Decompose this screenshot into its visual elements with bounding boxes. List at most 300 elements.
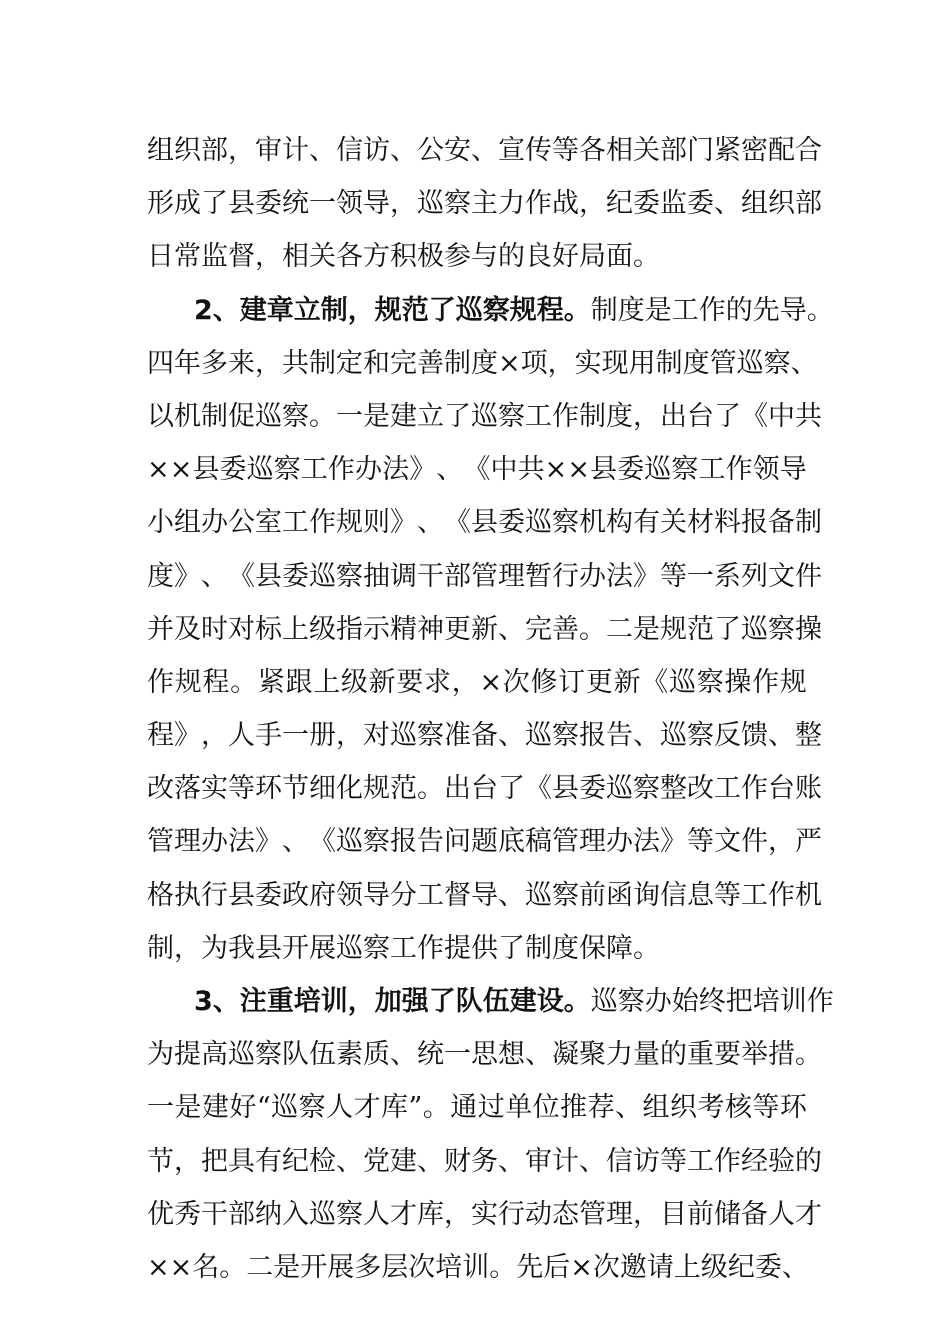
text-char: 订 <box>558 666 586 698</box>
text-char: 函 <box>606 879 633 911</box>
text-char: 县 <box>228 188 255 220</box>
text-char: 料 <box>714 507 741 539</box>
text-char: 才 <box>390 1198 417 1230</box>
text-char: 、 <box>282 826 309 858</box>
text-char: 伍 <box>309 1039 336 1071</box>
text-char: 和 <box>363 347 390 379</box>
text-char: 访 <box>633 1145 660 1177</box>
text-char: 巡 <box>309 560 336 592</box>
text-char: 系 <box>714 560 741 592</box>
text-line <box>147 603 822 656</box>
text-char: 县 <box>552 773 579 805</box>
text-char: 的 <box>795 1145 822 1177</box>
text-char: 察 <box>336 1198 363 1230</box>
text-char: 紧 <box>257 666 285 698</box>
text-char: 等 <box>660 560 687 592</box>
text-char: 并 <box>147 613 174 645</box>
text-char: 才 <box>353 1092 381 1124</box>
text-char: 管 <box>552 826 579 858</box>
text-char: 制 <box>444 347 471 379</box>
text-char: 领 <box>336 188 363 220</box>
text-char: 》 <box>255 826 282 858</box>
text-char: 等 <box>714 879 741 911</box>
text-char: 位 <box>532 1092 560 1124</box>
text-char: 委 <box>754 1251 782 1283</box>
text-char: 作 <box>309 507 336 539</box>
text-char: 府 <box>309 879 336 911</box>
text-line <box>147 1028 822 1081</box>
text-char: 纪 <box>282 1145 309 1177</box>
text-char: 实 <box>201 773 228 805</box>
text-char: 人 <box>768 1198 795 1230</box>
text-char: 办 <box>201 826 228 858</box>
text-char: 法 <box>382 454 410 486</box>
text-char: 等 <box>228 773 255 805</box>
text-char: 量 <box>633 1039 660 1071</box>
text-char: 件 <box>741 826 768 858</box>
text-char: 要 <box>714 1039 741 1071</box>
text-char: 库 <box>417 1198 444 1230</box>
text-char: 。 <box>309 400 336 432</box>
text-char: 件 <box>795 560 822 592</box>
text-char: 、 <box>498 720 525 752</box>
text-char: 室 <box>255 507 282 539</box>
text-char: 一 <box>444 1039 471 1071</box>
text-char: 作 <box>147 666 174 698</box>
text-char: 改 <box>687 773 714 805</box>
text-char: 荐 <box>587 1092 615 1124</box>
text-char: 名 <box>192 1251 220 1283</box>
text-char: 出 <box>444 773 471 805</box>
text-char: 、 <box>309 135 336 166</box>
text-char: 展 <box>327 1251 355 1283</box>
text-char: 备 <box>471 720 498 752</box>
text-char: 干 <box>201 1198 228 1230</box>
text-char: × <box>147 1251 170 1283</box>
text-line <box>147 443 807 496</box>
text-char: 工 <box>714 773 741 805</box>
text-char: 多 <box>201 347 228 379</box>
text-char: 察 <box>552 720 579 752</box>
text-char: 想 <box>498 1039 525 1071</box>
text-char: ， <box>390 188 417 220</box>
text-line <box>147 762 822 815</box>
text-char: 台 <box>768 773 795 805</box>
text-char: 。 <box>422 1092 450 1124</box>
text-char: 台 <box>687 400 714 432</box>
text-char: 是 <box>363 400 390 432</box>
text-char: 巡 <box>525 720 552 752</box>
text-char: 巡 <box>644 454 672 486</box>
text-char: 县 <box>192 454 220 486</box>
text-char: × <box>567 454 590 486</box>
text-char: 指 <box>336 613 363 645</box>
text-char: 落 <box>174 773 201 805</box>
text-char: 素 <box>336 1039 363 1071</box>
section-heading-line <box>147 284 834 337</box>
text-char: ” <box>408 1092 423 1124</box>
text-char: 程 <box>147 720 174 752</box>
text-char: 规 <box>363 773 390 805</box>
text-char: 作 <box>552 400 579 432</box>
text-char: 》 <box>174 560 201 592</box>
text-char: 纪 <box>727 1251 755 1283</box>
text-char: 、 <box>525 1039 552 1071</box>
text-char: 建 <box>390 1145 417 1177</box>
text-char: 报 <box>579 720 606 752</box>
text-char: 审 <box>525 1145 552 1177</box>
text-char: 各 <box>579 135 606 166</box>
text-char: 织 <box>174 135 201 166</box>
text-line <box>147 1241 807 1294</box>
text-char: 改 <box>147 773 174 805</box>
text-char: 作 <box>768 879 795 911</box>
text-char: 开 <box>300 1251 328 1283</box>
text-char: ， <box>451 666 479 698</box>
text-char: 计 <box>282 135 309 166</box>
text-char: 》 <box>633 560 660 592</box>
text-char: 机 <box>174 400 201 432</box>
text-char: 巡 <box>741 613 768 645</box>
text-char: 委 <box>633 188 660 220</box>
text-char: 有 <box>633 507 660 539</box>
text-char: 纳 <box>255 1198 282 1230</box>
text-char: 立 <box>417 400 444 432</box>
text-char: 验 <box>768 1145 795 1177</box>
text-char: 上 <box>313 666 341 698</box>
text-char: 、 <box>498 613 525 645</box>
text-char: 察 <box>255 1039 282 1071</box>
text-char: 实 <box>574 347 602 379</box>
text-char: 共 <box>282 347 309 379</box>
text-char: 了 <box>444 400 471 432</box>
text-char: 察 <box>498 400 525 432</box>
text-char: 统 <box>417 1039 444 1071</box>
text-char: 优 <box>147 1198 174 1230</box>
text-char: 委 <box>282 560 309 592</box>
text-char: 完 <box>525 613 552 645</box>
text-char: ， <box>547 347 575 379</box>
text-char: 级 <box>700 1251 728 1283</box>
text-char: 信 <box>606 1145 633 1177</box>
text-char: 形 <box>147 188 174 220</box>
text-char: 。 <box>489 1251 517 1283</box>
text-char: × <box>479 666 503 698</box>
text-char: 把 <box>201 1145 228 1177</box>
text-char: 公 <box>228 507 255 539</box>
text-char: 对 <box>228 613 255 645</box>
text-char: 察 <box>417 720 444 752</box>
text-char: 邀 <box>619 1251 647 1283</box>
text-char: 标 <box>255 613 282 645</box>
text-char: 纪 <box>606 188 633 220</box>
text-char: 建 <box>201 1092 229 1124</box>
text-char: 巡 <box>736 347 764 379</box>
text-char: 列 <box>741 560 768 592</box>
text-char: 一 <box>282 720 309 752</box>
text-char: 请 <box>646 1251 674 1283</box>
text-char: 组 <box>642 1092 670 1124</box>
text-char: ， <box>174 1145 201 1177</box>
text-char: 馈 <box>741 720 768 752</box>
text-char: 行 <box>498 1198 525 1230</box>
text-line <box>147 709 822 762</box>
text-char: 级 <box>340 666 368 698</box>
text-char: 委 <box>219 454 247 486</box>
text-char: 手 <box>255 720 282 752</box>
text-char: × <box>498 347 521 379</box>
text-char: 更 <box>585 666 613 698</box>
text-line: 日常监督，相关各方积极参与的良好局面。 <box>147 241 660 273</box>
text-char: 册 <box>309 720 336 752</box>
text-char: 息 <box>687 879 714 911</box>
text-char: 考 <box>697 1092 725 1124</box>
text-char: 巡 <box>660 720 687 752</box>
text-char: 法 <box>606 560 633 592</box>
text-char: 计 <box>552 1145 579 1177</box>
text-char: 巡 <box>271 1092 299 1124</box>
text-char: 次 <box>502 666 530 698</box>
text-char: 委 <box>687 188 714 220</box>
text-char: 巡 <box>471 400 498 432</box>
text-char: 紧 <box>714 135 741 166</box>
text-char: 察 <box>273 454 301 486</box>
text-line <box>147 177 822 230</box>
text-char: 整 <box>795 720 822 752</box>
text-char: 巡 <box>309 1198 336 1230</box>
text-char: ， <box>633 400 660 432</box>
text-char: 管 <box>471 560 498 592</box>
text-char: 制 <box>579 400 606 432</box>
text-char: 后 <box>543 1251 571 1283</box>
text-char: 部 <box>660 135 687 166</box>
text-char: 及 <box>174 613 201 645</box>
text-char: 实 <box>471 1198 498 1230</box>
text-char: 定 <box>336 347 363 379</box>
text-char: 工 <box>741 879 768 911</box>
text-line <box>147 1135 822 1188</box>
text-char: 宣 <box>498 135 525 166</box>
text-char: 操 <box>724 666 752 698</box>
text-char: 人 <box>228 720 255 752</box>
text-char: 中 <box>768 400 795 432</box>
text-char: 规 <box>660 613 687 645</box>
text-char: ， <box>633 1198 660 1230</box>
text-char: 度 <box>606 400 633 432</box>
text-char: 重 <box>687 1039 714 1071</box>
text-char: 制 <box>795 507 822 539</box>
text-char: 暂 <box>525 560 552 592</box>
text-char: 、 <box>714 188 741 220</box>
text-char: 善 <box>552 613 579 645</box>
text-char: 二 <box>246 1251 274 1283</box>
text-char: 织 <box>768 188 795 220</box>
text-char: 促 <box>228 400 255 432</box>
text-char: 法 <box>228 826 255 858</box>
text-char: 。 <box>230 666 258 698</box>
text-char: 制 <box>309 347 336 379</box>
text-char: 人 <box>363 1198 390 1230</box>
text-char: 培 <box>435 1251 463 1283</box>
text-char: ， <box>336 720 363 752</box>
text-char: 察 <box>768 613 795 645</box>
text-char: 二 <box>606 613 633 645</box>
text-char: 配 <box>768 135 795 166</box>
text-char: 信 <box>336 135 363 166</box>
text-char: 主 <box>471 188 498 220</box>
text-char: ， <box>768 826 795 858</box>
text-char: 巡 <box>228 1039 255 1071</box>
text-char: 过 <box>477 1092 505 1124</box>
text-char: 巡 <box>668 666 696 698</box>
text-char: 度 <box>471 347 498 379</box>
text-char: 巡 <box>336 826 363 858</box>
text-char: 小 <box>147 507 174 539</box>
text-char: 中 <box>490 454 518 486</box>
text-char: 》 <box>409 454 437 486</box>
text-char: 财 <box>444 1145 471 1177</box>
text-char: 部 <box>444 560 471 592</box>
text-char: 级 <box>309 613 336 645</box>
text-char: 度 <box>147 560 174 592</box>
text-char: 制 <box>201 400 228 432</box>
text-char: 举 <box>741 1039 768 1071</box>
text-char: 善 <box>417 347 444 379</box>
text-line <box>147 1188 822 1241</box>
text-char: × <box>169 1251 193 1283</box>
text-char: 作 <box>741 773 768 805</box>
text-char: 一 <box>309 188 336 220</box>
text-char: 领 <box>752 454 780 486</box>
text-char: 材 <box>687 507 714 539</box>
text-char: 严 <box>795 826 822 858</box>
text-char: 多 <box>354 1251 382 1283</box>
text-char: 、 <box>417 507 444 539</box>
text-char: 稿 <box>525 826 552 858</box>
text-char: 好 <box>229 1092 257 1124</box>
text-line <box>147 550 822 603</box>
text-char: 工 <box>525 400 552 432</box>
text-char: 是 <box>174 1092 202 1124</box>
text-char: 《 <box>525 773 552 805</box>
text-char: 合 <box>795 135 822 166</box>
text-char: ， <box>579 188 606 220</box>
text-char: 巡 <box>255 400 282 432</box>
text-char: 库 <box>381 1092 409 1124</box>
text-char: 部 <box>228 1198 255 1230</box>
text-char: 来 <box>228 347 255 379</box>
text-char: 组 <box>741 188 768 220</box>
text-char: 、 <box>471 135 498 166</box>
text-char: 委 <box>579 773 606 805</box>
text-char: 巡 <box>417 188 444 220</box>
text-char: 告 <box>417 826 444 858</box>
text-char: 作 <box>327 454 355 486</box>
text-char: 告 <box>606 720 633 752</box>
text-char: 信 <box>660 879 687 911</box>
text-line: 巡察办始终把培训作 <box>590 986 834 1017</box>
text-char: 一 <box>336 400 363 432</box>
text-char: 察 <box>633 773 660 805</box>
text-char: 底 <box>498 826 525 858</box>
text-char: 巡 <box>390 720 417 752</box>
text-char: 、 <box>615 1092 643 1124</box>
text-char: 格 <box>147 879 174 911</box>
text-char: 规 <box>174 666 202 698</box>
text-char: 工 <box>282 507 309 539</box>
document-body <box>147 124 834 1294</box>
text-char: 通 <box>450 1092 478 1124</box>
text-char: 则 <box>363 507 390 539</box>
text-char: 机 <box>579 507 606 539</box>
text-char: 县 <box>471 507 498 539</box>
text-char: 审 <box>255 135 282 166</box>
text-char: 态 <box>552 1198 579 1230</box>
text-char: 、 <box>417 1145 444 1177</box>
text-char: 节 <box>147 1145 174 1177</box>
text-char: 规 <box>336 507 363 539</box>
text-char: 化 <box>336 773 363 805</box>
text-char: 关 <box>660 507 687 539</box>
text-char: 了 <box>498 773 525 805</box>
text-char: 程 <box>202 666 230 698</box>
text-char: 上 <box>282 613 309 645</box>
text-char: 、 <box>633 720 660 752</box>
text-char: × <box>570 1251 593 1283</box>
text-char: 县 <box>228 879 255 911</box>
text-char: 。 <box>417 773 444 805</box>
text-char: 、 <box>579 1145 606 1177</box>
text-char: 度 <box>682 347 710 379</box>
text-char: 察 <box>763 347 791 379</box>
text-char: 示 <box>363 613 390 645</box>
text-char: 力 <box>498 188 525 220</box>
text-char: 训 <box>462 1251 490 1283</box>
text-char: 。 <box>579 613 606 645</box>
text-char: 精 <box>390 613 417 645</box>
text-char: 以 <box>147 400 174 432</box>
text-char: 察 <box>671 454 699 486</box>
text-char: 办 <box>579 560 606 592</box>
text-char: 更 <box>444 613 471 645</box>
text-char: 《 <box>463 454 491 486</box>
text-char: 相 <box>606 135 633 166</box>
text-line <box>147 337 818 390</box>
text-char: 工 <box>417 879 444 911</box>
text-char: 核 <box>724 1092 752 1124</box>
text-char: 次 <box>408 1251 436 1283</box>
text-char: 调 <box>390 560 417 592</box>
text-char: 单 <box>505 1092 533 1124</box>
text-char: 理 <box>498 560 525 592</box>
text-char: 关 <box>633 135 660 166</box>
text-char: 新 <box>368 666 396 698</box>
text-char: 前 <box>687 1198 714 1230</box>
text-char: 办 <box>355 454 382 486</box>
text-char: 、 <box>390 1039 417 1071</box>
text-char: 行 <box>552 560 579 592</box>
text-char: 建 <box>390 400 417 432</box>
text-line <box>147 656 807 709</box>
text-char: 用 <box>628 347 656 379</box>
text-char: 规 <box>779 666 807 698</box>
text-char: 、 <box>498 879 525 911</box>
text-char: 年 <box>174 347 201 379</box>
text-char: 出 <box>660 400 687 432</box>
text-char: × <box>147 454 170 486</box>
text-char: 公 <box>417 135 444 166</box>
text-char: 环 <box>779 1092 807 1124</box>
